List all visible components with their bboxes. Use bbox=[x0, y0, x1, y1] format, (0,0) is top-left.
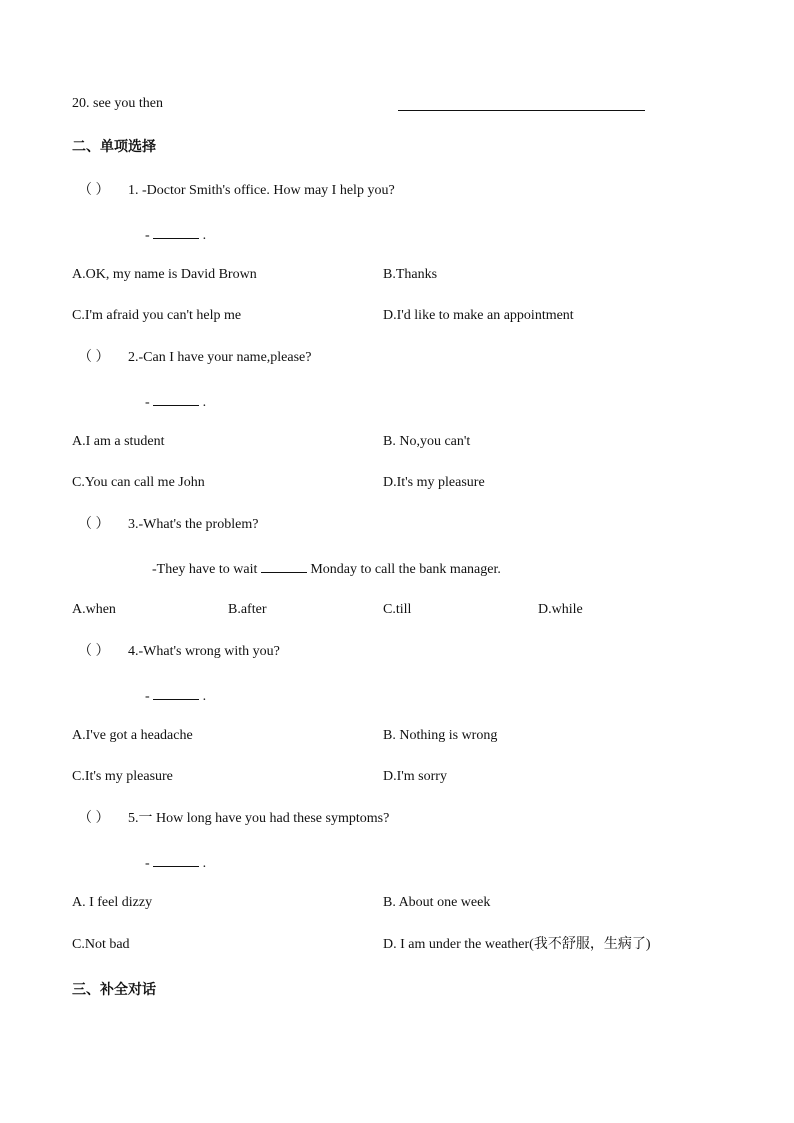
q3-answer-paren[interactable]: （ ） bbox=[78, 517, 110, 532]
q5-option-d[interactable]: D. I am under the weather(我不舒服，生病了) bbox=[383, 937, 651, 952]
q2-option-b[interactable]: B. No,you can't bbox=[383, 434, 471, 449]
q4-blank-line[interactable] bbox=[153, 687, 199, 700]
q5-reply-dot: . bbox=[202, 856, 207, 871]
q3-option-b[interactable]: B.after bbox=[228, 602, 267, 617]
q1-blank-line[interactable] bbox=[153, 226, 199, 239]
q3-blank-line[interactable] bbox=[261, 560, 307, 573]
q5-answer-paren[interactable]: （ ） bbox=[78, 811, 110, 826]
q2-stem: 2.-Can I have your name,please? bbox=[128, 350, 312, 365]
q5-reply-dash: - bbox=[145, 856, 150, 871]
section-2-title: 二、单项选择 bbox=[72, 139, 156, 155]
q3-option-c[interactable]: C.till bbox=[383, 602, 412, 617]
q3-reply bbox=[152, 560, 501, 579]
q5-option-a[interactable]: A. I feel dizzy bbox=[72, 895, 153, 910]
q4-reply-dash: - bbox=[145, 689, 150, 704]
q1-option-b[interactable]: B.Thanks bbox=[383, 267, 438, 282]
q2-answer-paren[interactable]: （ ） bbox=[78, 350, 110, 365]
q2-option-d[interactable]: D.It's my pleasure bbox=[383, 475, 485, 490]
q1-option-d[interactable]: D.I'd like to make an appointment bbox=[383, 308, 574, 323]
q1-stem: 1. -Doctor Smith's office. How may I help you? bbox=[128, 183, 395, 198]
q1-reply-dash: - bbox=[145, 228, 150, 243]
q1-reply-dot: . bbox=[202, 228, 207, 243]
q4-option-b[interactable]: B. Nothing is wrong bbox=[383, 728, 498, 743]
q4-stem: 4.-What's wrong with you? bbox=[128, 644, 280, 659]
q1-answer-paren[interactable]: （ ） bbox=[78, 183, 110, 198]
q4-option-d[interactable]: D.I'm sorry bbox=[383, 769, 447, 784]
q5-reply-blank[interactable] bbox=[145, 854, 206, 873]
q1-option-c[interactable]: C.I'm afraid you can't help me bbox=[72, 308, 242, 323]
q2-option-a[interactable]: A.I am a student bbox=[72, 434, 165, 449]
q5-option-c[interactable]: C.Not bad bbox=[72, 937, 130, 952]
q4-answer-paren[interactable]: （ ） bbox=[78, 644, 110, 659]
q3-stem: 3.-What's the problem? bbox=[128, 517, 259, 532]
item-20-text: 20. see you then bbox=[72, 96, 163, 111]
q4-option-a[interactable]: A.I've got a headache bbox=[72, 728, 193, 743]
q5-blank-line[interactable] bbox=[153, 854, 199, 867]
q3-reply-before: -They have to wait bbox=[152, 562, 258, 577]
q2-reply-blank[interactable] bbox=[145, 393, 206, 412]
section-3-title: 三、补全对话 bbox=[72, 982, 156, 998]
q1-option-a[interactable]: A.OK, my name is David Brown bbox=[72, 267, 257, 282]
q3-option-d[interactable]: D.while bbox=[538, 602, 583, 617]
q4-reply-blank[interactable] bbox=[145, 687, 206, 706]
q1-reply-blank[interactable] bbox=[145, 226, 206, 245]
item-20-answer-line[interactable] bbox=[398, 110, 645, 111]
q3-option-a[interactable]: A.when bbox=[72, 602, 116, 617]
q3-reply-after: Monday to call the bank manager. bbox=[310, 562, 501, 577]
q2-option-c[interactable]: C.You can call me John bbox=[72, 475, 205, 490]
q5-stem: 5.一 How long have you had these symptoms? bbox=[128, 811, 390, 826]
q2-reply-dot: . bbox=[202, 395, 207, 410]
q4-option-c[interactable]: C.It's my pleasure bbox=[72, 769, 173, 784]
q5-option-b[interactable]: B. About one week bbox=[383, 895, 491, 910]
q2-reply-dash: - bbox=[145, 395, 150, 410]
q4-reply-dot: . bbox=[202, 689, 207, 704]
q2-blank-line[interactable] bbox=[153, 393, 199, 406]
